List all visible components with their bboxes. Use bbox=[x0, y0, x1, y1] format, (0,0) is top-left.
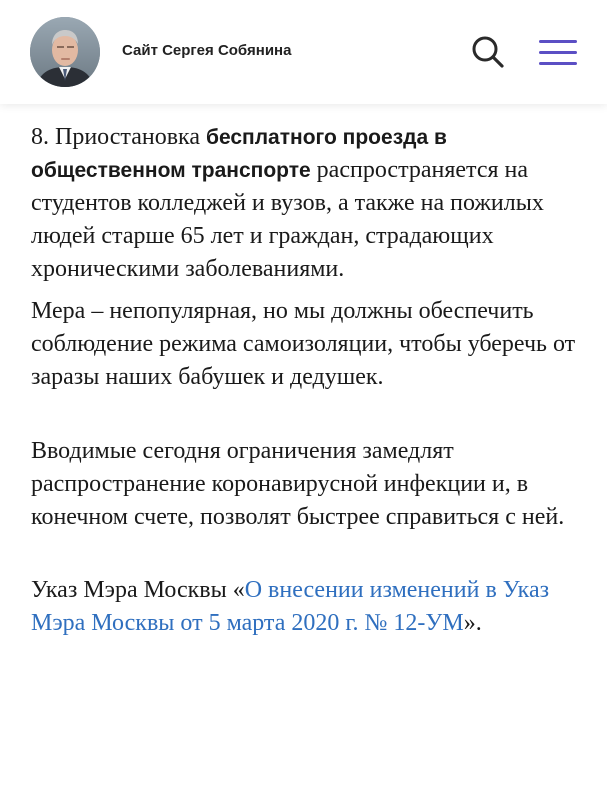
paragraph-lead: 8. Приостановка bbox=[31, 124, 206, 150]
decree-lead: Указ Мэра Москвы « bbox=[31, 577, 245, 603]
menu-button[interactable] bbox=[537, 38, 579, 68]
paragraph-tail: распространяется на студентов колледжей и вузов, а также на пожилых людей старше 65 лет и граждан, страдающих хроническими заболеваниями. bbox=[31, 157, 544, 282]
site-title[interactable]: Сайт Сергея Собянина bbox=[122, 42, 292, 59]
paragraph-emphasis: бесплатного проезда в общественном транспорте bbox=[31, 126, 447, 182]
portrait-avatar-icon bbox=[30, 17, 100, 87]
decree-tail: ». bbox=[463, 610, 482, 636]
site-header bbox=[0, 0, 607, 104]
article-body bbox=[31, 121, 579, 640]
paragraph-free-transport bbox=[31, 121, 579, 286]
search-icon bbox=[468, 33, 508, 73]
search-button[interactable] bbox=[468, 33, 508, 73]
decree-link[interactable]: О внесении изменений в Указ Мэра Москвы от 5 марта 2020 г. № 12-УМ bbox=[31, 577, 550, 636]
paragraph-decree bbox=[31, 574, 579, 640]
avatar[interactable] bbox=[30, 17, 100, 87]
hamburger-menu-icon bbox=[537, 38, 579, 68]
paragraph-measure: Мера – непопулярная, но мы должны обеспечить соблюдение режима самоизоляции, чтобы уберечь от заразы наших бабушек и дедушек. bbox=[31, 298, 576, 390]
paragraph-restrictions: Вводимые сегодня ограничения замедлят распространение коронавирусной инфекции и, в конечном счете, позволят быстрее справиться с ней. bbox=[31, 438, 565, 530]
